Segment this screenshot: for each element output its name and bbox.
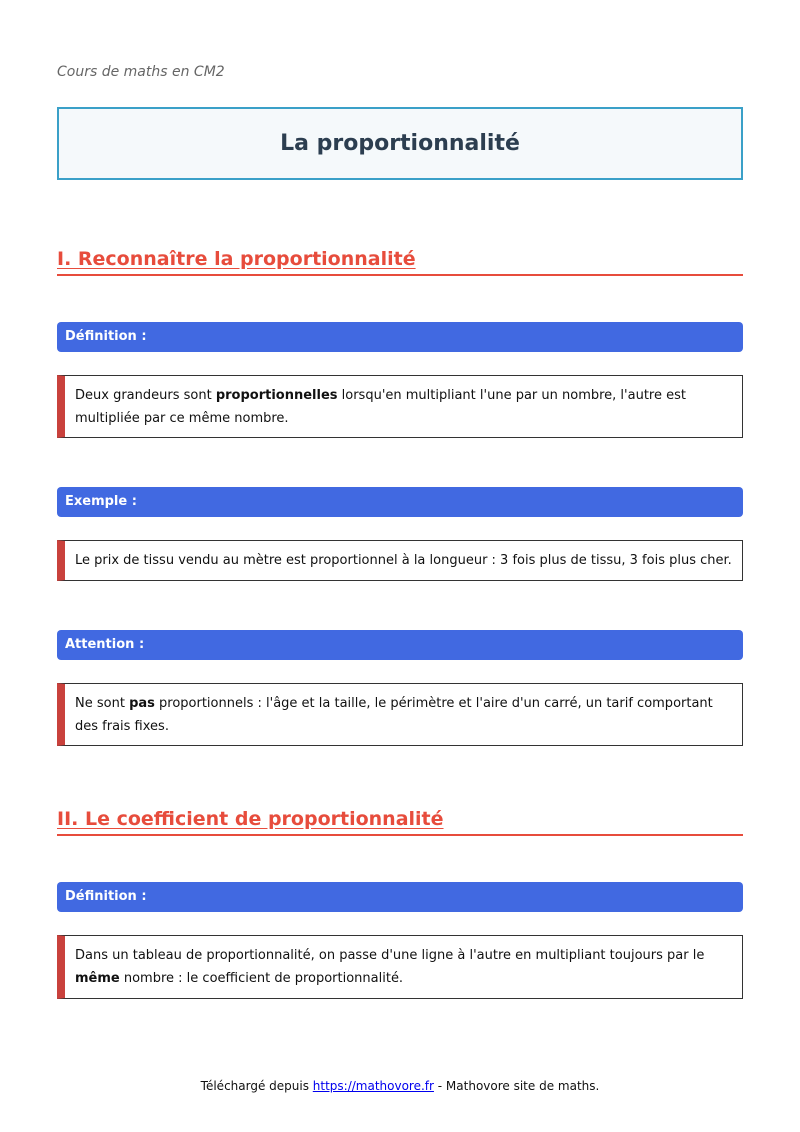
footer-prefix: Téléchargé depuis — [200, 1079, 313, 1093]
attention-label-bar: Attention : — [57, 630, 743, 660]
definition-2-bold-term: même — [75, 970, 120, 986]
example-box — [57, 540, 743, 581]
section-2-heading-block — [57, 807, 743, 836]
definition-2-text-after: nombre : le coefficient de proportionnalité. — [119, 970, 404, 986]
attention-text-before: Ne sont — [75, 696, 130, 711]
page-footer — [0, 1079, 800, 1093]
definition-text-after: lorsqu'en multipliant l'une par un nombre, l'autre est multipliée par ce même nombre. — [75, 388, 686, 426]
section-1-heading: I. Reconnaître la proportionnalité — [57, 248, 416, 270]
title-box — [57, 107, 743, 180]
definition-2-text-before: Dans un tableau de proportionnalité, on passe d'une ligne à l'autre en multipliant toujours par le — [75, 948, 705, 963]
example-text: Le prix de tissu vendu au mètre est proportionnel à la longueur : 3 fois plus de tissu, 3 fois plus cher. — [75, 553, 732, 568]
definition-bold-term: proportionnelles — [215, 388, 338, 403]
footer-suffix: - Mathovore site de maths. — [433, 1079, 600, 1093]
definition-text-before: Deux grandeurs sont — [75, 388, 216, 403]
attention-box — [57, 683, 743, 746]
page-title: La proportionnalité — [280, 131, 520, 156]
section-2-heading: II. Le coefficient de proportionnalité — [57, 808, 444, 830]
section-1-heading-block — [57, 247, 743, 276]
example-label-bar: Exemple : — [57, 487, 743, 517]
definition-box — [57, 375, 743, 438]
attention-text-after: proportionnels : l'âge et la taille, le périmètre et l'aire d'un carré, un tarif comportant des frais fixes. — [75, 696, 713, 734]
attention-bold-term: pas — [129, 696, 155, 711]
definition-label-bar: Définition : — [57, 322, 743, 352]
definition-2-box — [57, 935, 743, 999]
definition-2-label-bar: Définition : — [57, 882, 743, 912]
mathovore-link[interactable]: https://mathovore.fr — [312, 1079, 434, 1093]
course-subtitle: Cours de maths en CM2 — [57, 64, 225, 80]
